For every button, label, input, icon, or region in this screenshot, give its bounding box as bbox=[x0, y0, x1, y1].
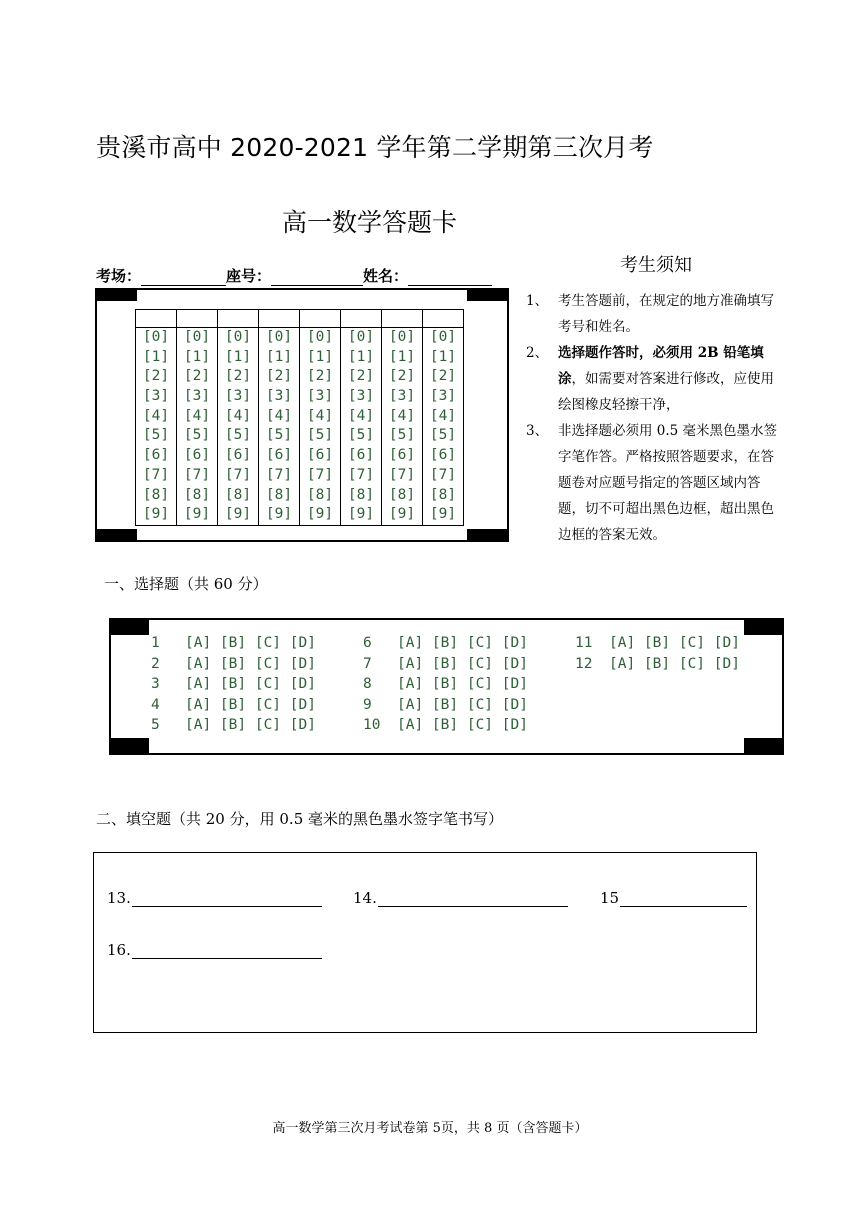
digit-bubble[interactable]: [6] bbox=[183, 447, 211, 464]
digit-bubble[interactable]: [2] bbox=[224, 368, 252, 385]
choice-question-row bbox=[575, 635, 740, 651]
candidate-info-line bbox=[96, 265, 492, 286]
option-bubbles[interactable]: [A] [B] [C] [D] bbox=[397, 676, 528, 692]
number-entry-cell[interactable] bbox=[259, 310, 300, 328]
digit-bubble[interactable]: [4] bbox=[306, 407, 334, 424]
digit-bubble[interactable]: [5] bbox=[183, 427, 211, 444]
question-number: 5 bbox=[151, 717, 160, 733]
digit-bubble[interactable]: [6] bbox=[306, 447, 334, 464]
digit-bubble[interactable]: [2] bbox=[388, 368, 416, 385]
question-number: 4 bbox=[151, 697, 160, 713]
digit-bubble[interactable]: [9] bbox=[142, 506, 170, 523]
name-field[interactable] bbox=[408, 270, 492, 286]
option-bubbles[interactable]: [A] [B] [C] [D] bbox=[185, 635, 316, 651]
choice-question-row bbox=[151, 697, 316, 713]
digit-bubble[interactable]: [5] bbox=[265, 427, 293, 444]
digit-column bbox=[382, 328, 423, 526]
digit-bubble[interactable]: [3] bbox=[388, 388, 416, 405]
digit-bubble[interactable]: [0] bbox=[224, 329, 252, 345]
option-bubbles[interactable]: [A] [B] [C] [D] bbox=[397, 635, 528, 651]
digit-bubble[interactable]: [9] bbox=[306, 506, 334, 523]
digit-bubble[interactable]: [1] bbox=[142, 348, 170, 365]
digit-bubble[interactable]: [8] bbox=[142, 486, 170, 503]
exam-room-field[interactable] bbox=[141, 270, 226, 286]
digit-column bbox=[136, 328, 177, 526]
corner-mark bbox=[744, 738, 782, 753]
digit-bubble[interactable]: [7] bbox=[224, 466, 252, 483]
choice-question-row bbox=[151, 635, 316, 651]
corner-mark bbox=[97, 529, 137, 540]
fill-item-number: 16. bbox=[107, 941, 131, 959]
section-1-heading: 一、选择题（共 60 分） bbox=[104, 575, 268, 593]
digit-bubble[interactable]: [8] bbox=[306, 486, 334, 503]
digit-column bbox=[300, 328, 341, 526]
corner-mark bbox=[467, 529, 507, 540]
digit-bubble[interactable]: [0] bbox=[183, 329, 211, 345]
corner-mark bbox=[97, 290, 137, 301]
option-bubbles[interactable]: [A] [B] [C] [D] bbox=[185, 717, 316, 733]
choice-question-row bbox=[363, 697, 528, 713]
notice-item-text bbox=[526, 340, 784, 418]
digit-bubble[interactable]: [7] bbox=[183, 466, 211, 483]
digit-bubble[interactable]: [9] bbox=[224, 506, 252, 523]
question-number: 11 bbox=[575, 635, 593, 651]
number-entry-cell[interactable] bbox=[177, 310, 218, 328]
notice-item-3 bbox=[526, 418, 784, 548]
option-bubbles[interactable]: [A] [B] [C] [D] bbox=[185, 676, 316, 692]
digit-bubble[interactable]: [6] bbox=[388, 447, 416, 464]
choice-question-row bbox=[575, 656, 740, 672]
question-number: 2 bbox=[151, 656, 160, 672]
choice-question-row bbox=[151, 717, 316, 733]
notice-item-number: 2、 bbox=[526, 345, 549, 361]
digit-bubble[interactable]: [6] bbox=[265, 447, 293, 464]
notice-item-1 bbox=[526, 288, 784, 340]
candidate-number-frame bbox=[95, 288, 509, 542]
answer-line[interactable] bbox=[132, 944, 322, 959]
digit-bubble[interactable]: [5] bbox=[388, 427, 416, 444]
digit-bubble[interactable]: [7] bbox=[388, 466, 416, 483]
digit-bubble[interactable]: [4] bbox=[142, 407, 170, 424]
choice-question-row bbox=[363, 717, 528, 733]
digit-bubble[interactable]: [7] bbox=[429, 466, 457, 483]
corner-mark bbox=[744, 620, 782, 635]
candidate-number-grid bbox=[135, 309, 464, 526]
fill-blank-frame bbox=[93, 852, 757, 1033]
digit-column bbox=[341, 328, 382, 526]
fill-item-number: 15 bbox=[600, 889, 620, 907]
digit-column bbox=[218, 328, 259, 526]
digit-bubble[interactable]: [3] bbox=[347, 388, 375, 405]
digit-bubble[interactable]: [5] bbox=[306, 427, 334, 444]
digit-bubble[interactable]: [1] bbox=[429, 348, 457, 365]
notice-item-text: 非选择题必须用 0.5 毫米黑色墨水签字笔作答。严格按照答题要求，在答题卷对应题号指定的答题区域内答题，切不可超出黑色边框，超出黑色边框的答案无效。 bbox=[558, 423, 778, 543]
digit-bubble[interactable]: [4] bbox=[183, 407, 211, 424]
card-title: 高一数学答题卡 bbox=[282, 208, 458, 237]
exam-room-label: 考场： bbox=[96, 267, 142, 285]
notice-item-2 bbox=[526, 340, 784, 418]
corner-mark bbox=[467, 290, 507, 301]
digit-bubble[interactable]: [1] bbox=[347, 348, 375, 365]
notice-title: 考生须知 bbox=[620, 255, 692, 276]
digit-bubble[interactable]: [8] bbox=[429, 486, 457, 503]
digit-bubble[interactable]: [1] bbox=[306, 348, 334, 365]
digit-bubble[interactable]: [0] bbox=[142, 329, 170, 345]
digit-bubble[interactable]: [7] bbox=[306, 466, 334, 483]
digit-bubble[interactable]: [3] bbox=[265, 388, 293, 405]
option-bubbles[interactable]: [A] [B] [C] [D] bbox=[609, 635, 740, 651]
digit-bubble[interactable]: [4] bbox=[265, 407, 293, 424]
question-number: 9 bbox=[363, 697, 372, 713]
fill-item-14 bbox=[353, 889, 568, 907]
option-bubbles[interactable]: [A] [B] [C] [D] bbox=[397, 656, 528, 672]
fill-item-13 bbox=[107, 889, 322, 907]
digit-bubble[interactable]: [8] bbox=[347, 486, 375, 503]
notice-item-text: 考生答题前，在规定的地方准确填写考号和姓名。 bbox=[558, 293, 774, 335]
fill-item-16 bbox=[107, 941, 322, 959]
digit-bubble[interactable]: [0] bbox=[306, 329, 334, 345]
option-bubbles[interactable]: [A] [B] [C] [D] bbox=[397, 717, 528, 733]
digit-bubble[interactable]: [6] bbox=[347, 447, 375, 464]
option-bubbles[interactable]: [A] [B] [C] [D] bbox=[397, 697, 528, 713]
question-number: 3 bbox=[151, 676, 160, 692]
answer-line[interactable] bbox=[378, 892, 568, 907]
digit-bubble[interactable]: [0] bbox=[347, 329, 375, 345]
digit-bubble[interactable]: [9] bbox=[347, 506, 375, 523]
seat-field[interactable] bbox=[271, 270, 363, 286]
number-entry-cell[interactable] bbox=[341, 310, 382, 328]
fill-item-number: 13. bbox=[107, 889, 131, 907]
digit-bubble[interactable]: [4] bbox=[388, 407, 416, 424]
digit-bubble[interactable]: [2] bbox=[429, 368, 457, 385]
number-entry-cell[interactable] bbox=[218, 310, 259, 328]
digit-bubble[interactable]: [8] bbox=[265, 486, 293, 503]
section-2-heading: 二、填空题（共 20 分，用 0.5 毫米的黑色墨水签字笔书写） bbox=[96, 810, 504, 828]
seat-label: 座号： bbox=[226, 267, 272, 285]
question-number: 1 bbox=[151, 635, 160, 651]
digit-bubble[interactable]: [4] bbox=[347, 407, 375, 424]
digit-bubble[interactable]: [5] bbox=[429, 427, 457, 444]
notice-item-number: 3、 bbox=[526, 423, 549, 439]
digit-bubble[interactable]: [3] bbox=[224, 388, 252, 405]
digit-bubble[interactable]: [0] bbox=[429, 329, 457, 345]
digit-bubble[interactable]: [9] bbox=[429, 506, 457, 523]
choice-answer-frame bbox=[109, 618, 784, 755]
digit-bubble[interactable]: [2] bbox=[183, 368, 211, 385]
exam-title: 贵溪市高中 2020-2021 学年第二学期第三次月考 bbox=[96, 133, 654, 162]
number-entry-cell[interactable] bbox=[423, 310, 464, 328]
digit-bubble[interactable]: [1] bbox=[265, 348, 293, 365]
digit-bubble[interactable]: [7] bbox=[142, 466, 170, 483]
notice-item-number: 1、 bbox=[526, 293, 549, 309]
number-entry-cell[interactable] bbox=[136, 310, 177, 328]
digit-bubble[interactable]: [3] bbox=[183, 388, 211, 405]
digit-bubble[interactable]: [6] bbox=[429, 447, 457, 464]
digit-bubble[interactable]: [2] bbox=[306, 368, 334, 385]
digit-column bbox=[259, 328, 300, 526]
question-number: 12 bbox=[575, 656, 593, 672]
answer-line[interactable] bbox=[132, 892, 322, 907]
digit-bubble[interactable]: [0] bbox=[388, 329, 416, 345]
fill-item-15 bbox=[600, 889, 747, 907]
digit-bubble[interactable]: [5] bbox=[142, 427, 170, 444]
option-bubbles[interactable]: [A] [B] [C] [D] bbox=[185, 656, 316, 672]
number-entry-cell[interactable] bbox=[300, 310, 341, 328]
choice-question-row bbox=[363, 676, 528, 692]
digit-bubble[interactable]: [6] bbox=[142, 447, 170, 464]
corner-mark bbox=[111, 738, 149, 753]
option-bubbles[interactable]: [A] [B] [C] [D] bbox=[609, 656, 740, 672]
question-number: 7 bbox=[363, 656, 372, 672]
digit-bubble[interactable]: [3] bbox=[306, 388, 334, 405]
digit-bubble[interactable]: [2] bbox=[347, 368, 375, 385]
digit-bubble[interactable]: [9] bbox=[265, 506, 293, 523]
page-footer: 高一数学第三次月考试卷第 5页，共 8 页（含答题卡） bbox=[272, 1121, 588, 1136]
choice-question-row bbox=[363, 656, 528, 672]
digit-bubble[interactable]: [1] bbox=[224, 348, 252, 365]
digit-bubble[interactable]: [5] bbox=[224, 427, 252, 444]
digit-bubble[interactable]: [6] bbox=[224, 447, 252, 464]
digit-bubble[interactable]: [9] bbox=[388, 506, 416, 523]
question-number: 8 bbox=[363, 676, 372, 692]
answer-line[interactable] bbox=[620, 892, 747, 907]
digit-bubble[interactable]: [3] bbox=[429, 388, 457, 405]
digit-bubble[interactable]: [4] bbox=[429, 407, 457, 424]
digit-bubble[interactable]: [7] bbox=[265, 466, 293, 483]
name-label: 姓名： bbox=[363, 267, 409, 285]
corner-mark bbox=[111, 620, 149, 635]
choice-question-row bbox=[363, 635, 528, 651]
digit-column bbox=[423, 328, 464, 526]
digit-bubble[interactable]: [9] bbox=[183, 506, 211, 523]
choice-question-row bbox=[151, 656, 316, 672]
digit-bubble[interactable]: [4] bbox=[224, 407, 252, 424]
digit-bubble[interactable]: [2] bbox=[142, 368, 170, 385]
question-number: 10 bbox=[363, 717, 381, 733]
digit-column bbox=[177, 328, 218, 526]
number-entry-cell[interactable] bbox=[382, 310, 423, 328]
fill-item-number: 14. bbox=[353, 889, 377, 907]
digit-bubble[interactable]: [1] bbox=[388, 348, 416, 365]
digit-bubble[interactable]: [8] bbox=[388, 486, 416, 503]
digit-bubble[interactable]: [1] bbox=[183, 348, 211, 365]
digit-bubble[interactable]: [8] bbox=[183, 486, 211, 503]
digit-bubble[interactable]: [5] bbox=[347, 427, 375, 444]
digit-bubble[interactable]: [3] bbox=[142, 388, 170, 405]
digit-bubble[interactable]: [7] bbox=[347, 466, 375, 483]
digit-bubble[interactable]: [0] bbox=[265, 329, 293, 345]
notice-item-rest-text: ，如需要对答案进行修改，应使用绘图橡皮轻擦干净， bbox=[558, 371, 774, 413]
notice-item-bold-text: 选择题作答时，必须用 2B 铅笔填涂 bbox=[558, 345, 764, 387]
digit-bubble[interactable]: [8] bbox=[224, 486, 252, 503]
digit-bubble[interactable]: [2] bbox=[265, 368, 293, 385]
question-number: 6 bbox=[363, 635, 372, 651]
option-bubbles[interactable]: [A] [B] [C] [D] bbox=[185, 697, 316, 713]
choice-question-row bbox=[151, 676, 316, 692]
